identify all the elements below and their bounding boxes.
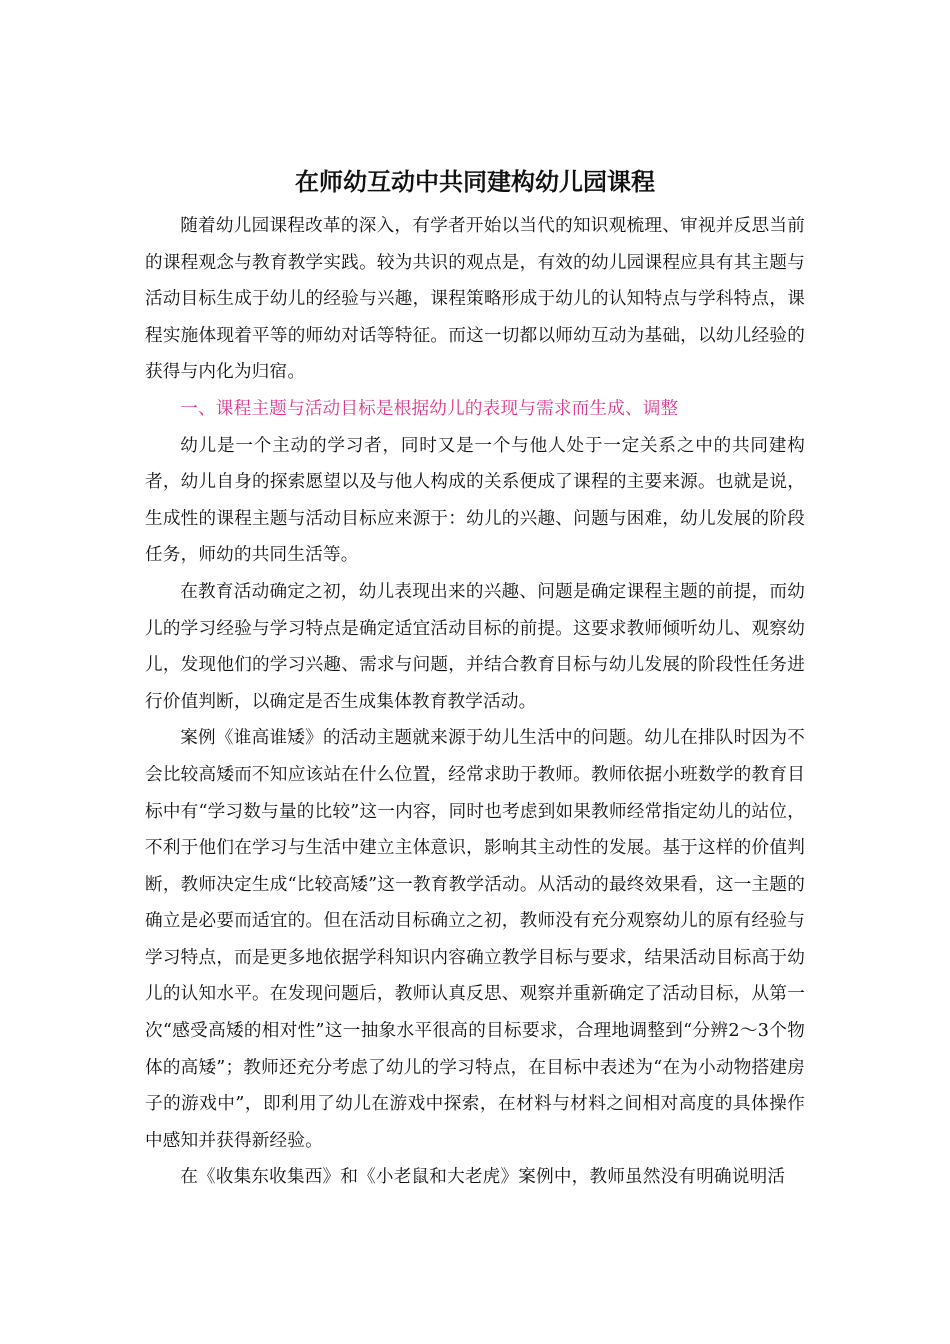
document-page xyxy=(145,160,805,1196)
intro-paragraph: 随着幼儿园课程改革的深入，有学者开始以当代的知识观梳理、审视并反思当前的课程观念与教育教学实践。较为共识的观点是，有效的幼儿园课程应具有其主题与活动目标生成于幼儿的经验与兴趣，课程策略形成于幼儿的认知特点与学科特点，课程实施体现着平等的师幼对话等特征。而这一切都以师幼互动为基础，以幼儿经验的获得与内化为归宿。 xyxy=(145,216,805,383)
body-paragraph-3: 案例《谁高谁矮》的活动主题就来源于幼儿生活中的问题。幼儿在排队时因为不会比较高矮而不知应该站在什么位置，经常求助于教师。教师依据小班数学的教育目标中有“学习数与量的比较”这一内容，同时也考虑到如果教师经常指定幼儿的站位，不利于他们在学习与生活中建立主体意识，影响其主动性的发展。基于这样的价值判断，教师决定生成“比较高矮”这一教育教学活动。从活动的最终效果看，这一主题的确立是必要而适宜的。但在活动目标确立之初，教师没有充分观察幼儿的原有经验与学习特点，而是更多地依据学科知识内容确立教学目标与要求，结果活动目标高于幼儿的认知水平。在发现问题后，教师认真反思、观察并重新确定了活动目标，从第一次“感受高矮的相对性”这一抽象水平很高的目标要求，合理地调整到“分辨2～3个物体的高矮”；教师还充分考虑了幼儿的学习特点，在目标中表述为“在为小动物搭建房子的游戏中”，即利用了幼儿在游戏中探索，在材料与材料之间相对高度的具体操作中感知并获得新经验。 xyxy=(145,728,805,1151)
document-title: 在师幼互动中共同建构幼儿园课程 xyxy=(295,168,655,196)
body-paragraph-2: 在教育活动确定之初，幼儿表现出来的兴趣、问题是确定课程主题的前提，而幼儿的学习经验与学习特点是确定适宜活动目标的前提。这要求教师倾听幼儿、观察幼儿，发现他们的学习兴趣、需求与问题，并结合教育目标与幼儿发展的阶段性任务进行价值判断，以确定是否生成集体教育教学活动。 xyxy=(145,581,805,712)
body-paragraph-1: 幼儿是一个主动的学习者，同时又是一个与他人处于一定关系之中的共同建构者，幼儿自身的探索愿望以及与他人构成的关系便成了课程的主要来源。也就是说，生成性的课程主题与活动目标应来源于：幼儿的兴趣、问题与困难，幼儿发展的阶段任务，师幼的共同生活等。 xyxy=(145,435,805,566)
body-paragraph-4: 在《收集东收集西》和《小老鼠和大老虎》案例中，教师虽然没有明确说明活 xyxy=(180,1167,786,1188)
section-heading: 一、课程主题与活动目标是根据幼儿的表现与需求而生成、调整 xyxy=(180,398,679,419)
